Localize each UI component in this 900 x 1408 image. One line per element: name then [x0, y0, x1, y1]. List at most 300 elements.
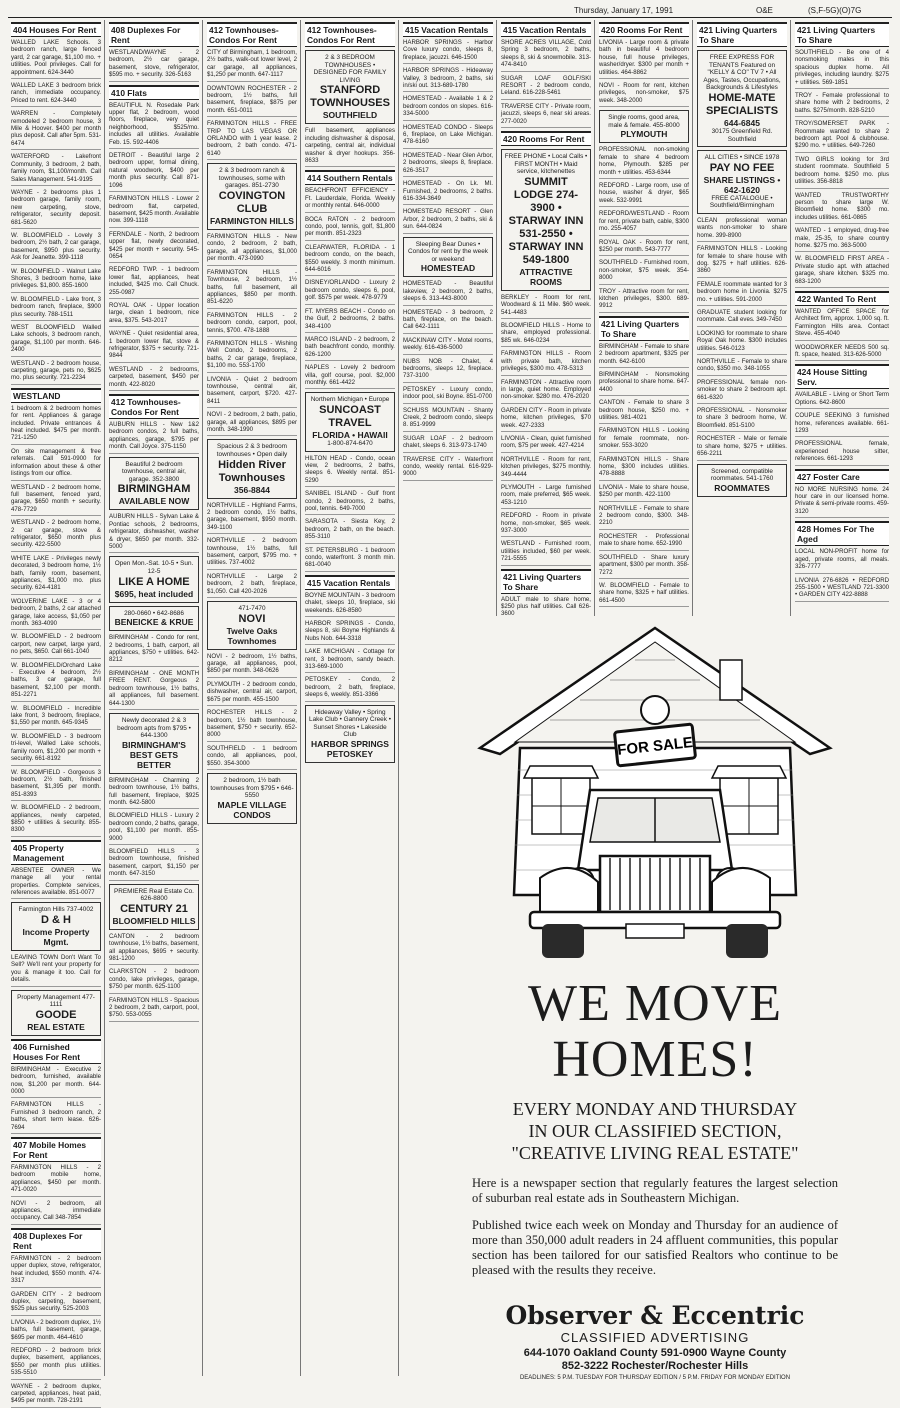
display-ad-big-text: D & H [41, 913, 71, 926]
classified-ad: W. BLOOMFIELD - Female to share home, $325 + half utilities. 661-4500 [599, 582, 689, 607]
masthead-edition: O&E [756, 6, 773, 15]
classified-ad: BIRMINGHAM - Executive 2 bedroom, furnished, available now, $1,200 per month. 644-0000 [11, 1066, 101, 1099]
display-ad [207, 439, 297, 498]
classified-ad: PLYMOUTH - 2 bedroom condo, dishwasher, central air, carport, $675 per month. 455-1500 [207, 681, 297, 706]
display-ad-sm-text: 2 bedroom, 1½ bath townhouses from $795 • 646-5550 [210, 776, 294, 800]
column-body [596, 22, 692, 607]
classified-ad: HILTON HEAD - Condo, ocean view, 2 bedrooms, 2 baths, sleeps 6. Weekly rental. 851-5290 [305, 455, 395, 488]
publisher-logo: Observer & Eccentric [505, 1301, 805, 1330]
classified-ad: HOMESTEAD - Near Glen Arbor, 2 bedrooms, sleeps 8, fireplace. 626-3517 [403, 152, 493, 177]
subheadline-line-3: "CREATIVE LIVING REAL ESTATE" [511, 1143, 799, 1163]
section-heading: 405 Property Management [11, 840, 101, 865]
classified-ad: WEST BLOOMFIELD Walled Lake schools, 3 bedroom ranch, garage, $1,100 per month. 646-2400 [11, 324, 101, 357]
classified-ad: BOCA RATON - 2 bedroom condo, pool, tennis, golf, $1,800 per month. 851-2323 [305, 216, 395, 241]
display-ad-sm-text: Single rooms, good area, male & female. 455-8000 [608, 114, 680, 129]
classified-ad: PROFESSIONAL female, experienced house sitter, references. 661-1293 [795, 440, 889, 465]
classified-ad: REDFORD TWP. - 1 bedroom lower flat, appliances, heat included, $425 mo. Call Chuck. 255-0987 [109, 266, 199, 299]
classified-ad: PROFESSIONAL - Nonsmoker to share 3 bedroom home, W. Bloomfield. 851-5100 [697, 407, 787, 432]
display-ad-big-text: GOODE [35, 1008, 77, 1021]
promo-paragraph-1: Here is a newspaper section that regularly features the largest selection of suburban real estate ads in Southeastern Michigan. [472, 1176, 838, 1205]
display-ad-med-text: AVAILABLE NOW [118, 496, 190, 507]
display-ad-sm-text: ALL CITIES • SINCE 1978 [704, 154, 780, 162]
classified-ad: FARMINGTON HILLS - New condo, 2 bedroom, 2 bath, garage, all appliances, $1,000 per month. 473-0990 [207, 233, 297, 266]
classified-ad: SARASOTA - Siesta Key, 2 bedroom, 2 bath, on the beach. 855-3110 [305, 518, 395, 543]
classified-ad: DISNEY/ORLANDO - Luxury 2 bedroom condo, sleeps 6, pool, golf. $575 per week. 478-9779 [305, 279, 395, 304]
we-move-homes-ad [420, 620, 890, 1380]
classified-column [400, 20, 497, 616]
display-ad-big-text: HOME-MATE SPECIALISTS [705, 91, 779, 117]
classified-ad: BERKLEY - Room for rent, Woodward & 11 Mile. $60 week. 541-4483 [501, 294, 591, 319]
classified-ad: TRAVERSE CITY - Private room, jacuzzi, sleeps 6, near ski areas. 277-0020 [501, 103, 591, 128]
deadline-note: DEADLINES: 5 P.M. TUESDAY FOR THURSDAY EDITION / 5 P.M. FRIDAY FOR MONDAY EDITION [519, 1375, 791, 1381]
display-ad [599, 110, 689, 143]
display-ad-med-text: MAPLE VILLAGE CONDOS [217, 799, 287, 820]
section-heading: 427 Foster Care [795, 469, 889, 484]
section-heading: 404 Houses For Rent [11, 22, 101, 37]
classified-ad: LIVONIA - 2 bedroom duplex, 1½ baths, full basement, garage, $695 per month. 464-4610 [11, 1319, 101, 1344]
classified-ad: CANTON - Female to share 3 bedroom house, $250 mo. + utilities. 981-4021 [599, 399, 689, 424]
classified-ad: BIRMINGHAM - ONE MONTH FREE RENT. Gorgeous 2 bedroom townhouse, 1½ baths, all appliances, full basement. 644-1300 [109, 670, 199, 710]
classified-ad: SOUTHFIELD - Share luxury apartment, $300 per month. 358-7272 [599, 554, 689, 579]
display-ad-big-text: SUNCOAST TRAVEL [319, 403, 381, 429]
classified-ad: W. BLOOMFIELD - Lovely 3 bedroom, 2½ bath, 2 car garage, basement, $950 plus security. Ask for Jeanette. 399-1118 [11, 232, 101, 265]
classified-ad: NOVI - Room for rent, kitchen privileges, non-smoker, $75 week. 348-2000 [599, 82, 689, 107]
display-ad [403, 237, 493, 278]
classified-ad: BLOOMFIELD HILLS - Luxury 2 bedroom condo, 2 baths, garage, pool, $1,100 per month. 855-9000 [109, 812, 199, 845]
classified-ad: LIVONIA - Male to share house, $250 per month. 422-1100 [599, 484, 689, 502]
classified-ad: BOYNE MOUNTAIN - 3 bedroom chalet, sleeps 10, fireplace, ski weekends. 626-8580 [305, 592, 395, 617]
display-ad-med-text: FLORIDA • HAWAII [312, 429, 388, 440]
display-ad [11, 990, 101, 1036]
classified-ad: WESTLAND - Furnished room, utilities included, $60 per week. 721-5555 [501, 540, 591, 565]
display-ad-med-text: REAL ESTATE [27, 1021, 85, 1032]
classified-ad: PLYMOUTH - Large furnished room, male preferred, $65 week. 453-1210 [501, 484, 591, 509]
classified-ad: PROFESSIONAL female non-smoker to share 2 bedroom apt. 661-6320 [697, 379, 787, 404]
classified-ad: FARMINGTON HILLS - Spacious 2 bedroom, 2 bath, carport, pool, $750. 553-0055 [109, 997, 199, 1022]
classified-ad: NORTHVILLE - Room for rent, kitchen privileges, $275 monthly. 349-4444 [501, 456, 591, 481]
classified-ad: WAYNE - Quiet residential area, 1 bedroom lower flat, stove & refrigerator, $375 + security. 721-9844 [109, 330, 199, 363]
classified-ad: FEMALE roommate wanted for 3 bedroom home in Livonia. $275 mo. + utilities. 591-2000 [697, 281, 787, 306]
section-heading: 415 Vacation Rentals [305, 575, 395, 590]
display-ad-big-text: NOVI [238, 612, 266, 625]
display-ad [697, 464, 787, 497]
section-heading: 412 Townhouses-Condos For Rent [207, 22, 297, 47]
section-heading: 421 Living Quarters To Share [795, 22, 889, 47]
classified-ad: LIVONIA 276-6826 • REDFORD 255-1500 • WESTLAND 721-3300 • GARDEN CITY 422-8888 [795, 577, 889, 602]
section-heading: 406 Furnished Houses For Rent [11, 1039, 101, 1064]
classified-ad: MARCO ISLAND - 2 bedroom, 2 bath beachfront condo, monthly. 626-1200 [305, 336, 395, 361]
display-ad-sm-text: 2 & 3 BEDROOM TOWNHOUSES • DESIGNED FOR FAMILY LIVING [313, 54, 387, 84]
classified-ad: PETOSKEY - Luxury condo, indoor pool, ski Boyne. 851-0700 [403, 386, 493, 404]
classified-ad: LOCAL NON-PROFIT home for aged, private rooms, all meals. 326-7777 [795, 548, 889, 573]
classified-ad: SUGAR LOAF GOLF/SKI RESORT - 2 bedroom condo, Leland. 616-228-5461 [501, 75, 591, 100]
classified-ad: FARMINGTON HILLS - Furnished 3 bedroom ranch, 2 baths, short term lease. 626-7694 [11, 1101, 101, 1134]
display-ad-sm-text: Sleeping Bear Dunes • Condos for rent by the week or weekend [408, 240, 488, 263]
classified-ad: CLARKSTON - 2 bedroom condo, lake privileges, garage, $750 per month. 625-1100 [109, 968, 199, 993]
display-ad-big-text: SUMMIT LODGE 274-3900 • STARWAY INN 531-2550 • STARWAY INN 549-1800 [508, 175, 584, 266]
masthead-code: (S,F-5G)(O)7G [808, 6, 862, 15]
classified-ad: BLOOMFIELD HILLS - 3 bedroom townhouse, finished basement, carport, $1,150 per month. 647-3150 [109, 848, 199, 881]
classified-ad: ST. PETERSBURG - 1 bedroom condo, waterfront. 3 month min. 681-0040 [305, 547, 395, 572]
classified-ad: NORTHVILLE - 2 bedroom townhouse, 1½ baths, full basement, carport, $795 mo. + utilities. 737-4002 [207, 537, 297, 570]
classified-ad: LIVONIA - Large room & private bath in beautiful 4 bedroom house, full house privileges, washer/dryer. $300 per month + utilities. 464-8862 [599, 39, 689, 79]
promo-subheadline [420, 1098, 890, 1164]
classified-ad: TWO GIRLS looking for 3rd student roommate. Southfield 5 bedroom home. $250 mo. plus utilities. 356-8818 [795, 156, 889, 189]
classified-ad: WOLVERINE LAKE - 3 or 4 bedroom, 2 baths, 2 car attached garage, lake access, $1,050 per month. 363-4090 [11, 598, 101, 631]
classified-ad: SCHUSS MOUNTAIN - Shanty Creek, 2 bedroom condo, sleeps 8. 851-9999 [403, 407, 493, 432]
classified-ad: W. BLOOMFIELD FIRST AREA - Private studio apt. with attached garage, share kitchen. $325 mo. 683-1200 [795, 255, 889, 288]
display-ad-sm-text: Property Management 477-1111 [17, 993, 95, 1009]
classified-column [498, 20, 595, 616]
classified-ad: NUBS NOB - Chalet, 4 bedrooms, sleeps 12, fireplace. 737-3100 [403, 358, 493, 383]
classified-ad: AVAILABLE - Living or Short Term Options. 642-8600 [795, 391, 889, 409]
classified-ad: BIRMINGHAM - Nonsmoking professional to share home. 647-4400 [599, 371, 689, 396]
display-ad-med-text: Twelve Oaks Townhomes [226, 625, 278, 646]
classified-ad: On site management & free referrals. Call 591-0900 for information about these & other listings from our office. [11, 448, 101, 481]
classified-ad: FT. MYERS BEACH - Condo on the Gulf, 2 bedrooms, 2 baths. 348-4100 [305, 308, 395, 333]
section-heading: 421 Living Quarters To Share [501, 569, 591, 594]
classified-ad: W. BLOOMFIELD - 3 bedroom tri-level, Walled Lake schools, family room, $1,200 per month + security. 661-8192 [11, 733, 101, 766]
display-ad [11, 902, 101, 951]
display-ad-med-text: ROOMMATES [714, 482, 770, 493]
classified-ad: BIRMINGHAM - Charming 2 bedroom townhouse, 1½ baths, full basement, fireplace, $925 month. 642-5800 [109, 777, 199, 810]
classified-ad: HOMESTEAD - Available 1 & 2 bedroom condos on slopes. 616-334-5000 [403, 95, 493, 120]
display-ad [207, 773, 297, 824]
display-ad-big-text: CENTURY 21 [120, 902, 188, 915]
classified-ad: SOUTHFIELD - Furnished room, non-smoker, $75 week. 354-8000 [599, 259, 689, 284]
classified-ad: DOWNTOWN ROCHESTER - 2 bedroom, 1½ baths, full basement, fireplace, $875 per month. 651-0011 [207, 85, 297, 118]
promo-headline [420, 976, 890, 1088]
classified-ad: LOOKING for roommate to share Royal Oak home. $300 includes utilities. 546-0123 [697, 330, 787, 355]
classified-ad: SANIBEL ISLAND - Gulf front condo, 2 bedrooms, 2 baths, pool, tennis. 649-7000 [305, 490, 395, 515]
classified-ad: TRAVERSE CITY - Waterfront condo, weekly rental. 616-929-9000 [403, 456, 493, 481]
column-body [8, 22, 104, 1408]
display-ad-med-text: HOMESTEAD [420, 263, 476, 274]
display-ad [305, 50, 395, 124]
display-ad [207, 601, 297, 650]
classified-ad: WANTED TRUSTWORTHY person to share large W. Bloomfield home. $300 mo. includes utilities. 661-0865 [795, 192, 889, 225]
column-body [694, 22, 790, 497]
section-heading: 415 Vacation Rentals [403, 22, 493, 37]
classified-ad: ROCHESTER - Professional male to share home. 652-1990 [599, 533, 689, 551]
display-ad-big-text: Hidden River Townhouses [218, 458, 286, 484]
display-ad-sm-text: FREE EXPRESS FOR TENANTS Featured on "KELLY & CO" TV 7 • All Ages, Tastes, Occupations, Backgrounds & Lifestyles [703, 54, 781, 92]
classified-ad: LIVONIA - Clean, quiet furnished room, $75 per week. 427-4214 [501, 435, 591, 453]
classified-ad: COUPLE SEEKING 3 furnished home, references available. 661-1293 [795, 412, 889, 437]
classified-ad: GARDEN CITY - 2 bedroom duplex, carpeting, basement, $525 plus security. 525-2003 [11, 1291, 101, 1316]
section-heading: 424 House Sitting Serv. [795, 364, 889, 389]
classified-ad: FARMINGTON HILLS - 2 bedroom mobile home, appliances, $450 per month. 471-0020 [11, 1164, 101, 1197]
display-ad [697, 150, 787, 214]
classified-ad: WESTLAND - 2 bedroom house, carpeting, garage, pets no, $625 mo. plus security. 721-2234 [11, 360, 101, 385]
classified-ad: ADULT male to share home, $250 plus half utilities. Call 626-3600 [501, 596, 591, 621]
classified-ad: HARBOR SPRINGS - Hideaway Valley, 3 bedroom, 2 baths, ski in/ski out. 313-689-1780 [403, 67, 493, 92]
display-ad [305, 705, 395, 763]
section-heading: 420 Rooms For Rent [501, 131, 591, 146]
classified-ad: BEACHFRONT EFFICIENCY - Ft. Lauderdale, Florida. Weekly or monthly rental. 646-0000 [305, 187, 395, 212]
classified-ad: W. BLOOMFIELD - Walnut Lake Shores, 3 bedroom home, lake privileges. $1,800. 855-1600 [11, 268, 101, 293]
classified-ad: NORTHVILLE - Female to share 2 bedroom condo, $300. 348-2210 [599, 505, 689, 530]
classified-ad: LAKE MICHIGAN - Cottage for rent, 3 bedroom, sandy beach. 313-669-1000 [305, 648, 395, 673]
classified-ad: WAYNE - 2 bedroom duplex, carpeted, appliances, heat paid, $495 per month. 728-2191 [11, 1383, 101, 1408]
classified-ad: FARMINGTON HILLS - 2 bedroom condo, carport, pool, tennis, $700. 478-1888 [207, 312, 297, 337]
display-ad [697, 50, 787, 147]
classified-ad: FARMINGTON - 2 bedroom upper duplex, stove, refrigerator, heat included, $550 month. 474-3317 [11, 1255, 101, 1288]
classified-ad: FARMINGTON HILLS - Lower 2 bedroom flat, carpeted, basement, $425 month. Available now. 399-1118 [109, 195, 199, 228]
classified-column [106, 20, 203, 1376]
section-heading: 412 Townhouses-Condos For Rent [305, 22, 395, 47]
classified-ad: FARMINGTON HILLS - Room with private bath, kitchen privileges, $300 mo. 478-5313 [501, 350, 591, 375]
display-ad-big-text: BIRMINGHAM [117, 483, 191, 496]
newspaper-page [8, 4, 892, 1405]
display-ad [305, 392, 395, 451]
classified-column [596, 20, 693, 616]
display-ad-sm-text: Hideaway Valley • Spring Lake Club • Gannery Creek • Sunset Shores • Lakeside Club [309, 708, 391, 739]
display-ad-sm2-text: 30175 Greenfield Rd. Southfield [711, 127, 773, 143]
display-ad-med-text: BLOOMFIELD HILLS [112, 915, 196, 926]
house-truck-illustration [420, 620, 890, 970]
classified-ad: NORTHVILLE - Female to share condo, $350 mo. 348-1055 [697, 358, 787, 376]
classified-ad: FARMINGTON - Attractive room in large, quiet home. Employed non-smoker. $280 mo. 476-2020 [501, 379, 591, 404]
classified-ad: HARBOR SPRINGS - Harbor Cove luxury condo, sleeps 8, fireplace, jacuzzi. 646-1500 [403, 39, 493, 64]
display-ad [109, 457, 199, 511]
classified-ad: AUBURN HILLS - Sylvan Lake & Pontiac schools, 2 bedrooms, refrigerator, dishwasher, washer & dryer, $650 per month. 332-5000 [109, 513, 199, 553]
display-ad-sm-text: Open Mon.-Sat. 10-5 • Sun. 12-5 [114, 560, 194, 576]
phones-line-1: 644-1070 Oakland County 591-0900 Wayne County [523, 1347, 787, 1359]
display-ad [501, 149, 591, 291]
display-ad-sm2-text: 1-800-874-6470 [327, 439, 373, 447]
classified-ad: W. BLOOMFIELD - Gorgeous 3 bedroom, 2½ bath, finished basement, $1,395 per month. 851-8393 [11, 769, 101, 802]
classified-ad: NORTHVILLE - Large 2 bedroom, 2 bath, fireplace, $1,050. Call 420-2026 [207, 573, 297, 598]
classified-column [8, 20, 105, 1405]
classified-ad: WESTLAND/WAYNE - 2 bedroom, 2½ car garage, basement, stove, refrigerator, $595 mo. + security. 326-5163 [109, 49, 199, 82]
classified-ad: 1 bedroom & 2 bedroom homes for rent. Appliances & garage included. Private entrances & heat included. $475 per month. 721-1250 [11, 405, 101, 445]
classified-ad: REDFORD - Room in private home, non-smoker, $65 week. 937-3000 [501, 512, 591, 537]
subheadline-line-1: EVERY MONDAY AND THURSDAY [512, 1099, 798, 1119]
masthead [8, 4, 892, 18]
classified-ad: HOMESTEAD RESORT - Glen Arbor, 2 bedroom, 2 baths, ski & sun. 644-0824 [403, 208, 493, 233]
section-heading: 415 Vacation Rentals [501, 22, 591, 37]
display-ad-sm-text: 2 & 3 bedroom ranch & townhouses, some with garages. 851-2730 [218, 167, 286, 190]
classified-ad: FARMINGTON HILLS - Share home, $300 includes utilities. 478-8888 [599, 456, 689, 481]
classified-ad: NOVI - 2 bedroom, all appliances, immediate occupancy. Call 348-7854 [11, 1200, 101, 1225]
display-ad-big-text: STANFORD TOWNHOUSES [310, 84, 390, 110]
column-body [792, 22, 892, 602]
classified-ad: W. BLOOMFIELD - Lake front, 3 bedroom ranch, fireplace, $900 plus security. 788-1511 [11, 296, 101, 321]
classified-ad: HOMESTEAD - 3 bedroom, 2 bath, fireplace, on the beach. Call 642-1111 [403, 309, 493, 334]
classified-ad: HARBOR SPRINGS - Condo, sleeps 8, ski Boyne Highlands & Nubs Nob. 644-3318 [305, 620, 395, 645]
display-ad-big-text: LIKE A HOME [118, 575, 190, 588]
classified-ad: SOUTHFIELD - 1 bedroom condo, all appliances, pool, $550. 354-3000 [207, 745, 297, 770]
section-heading: 421 Living Quarters To Share [599, 316, 689, 341]
classified-ad: WAYNE - 2 bedrooms plus 1 bedroom garage, family room, new carpeting, stove, refrigerator, security deposit. 681-5620 [11, 189, 101, 229]
classified-ad: PETOSKEY - Condo, 2 bedroom, 2 bath, fireplace, sleeps 6, weekly. 851-3366 [305, 676, 395, 701]
section-heading: 410 Flats [109, 85, 199, 100]
classified-ad: REDFORD - 2 bedroom brick duplex, basement, appliances, $550 per month plus utilities. 535-5510 [11, 1347, 101, 1380]
section-heading: 422 Wanted To Rent [795, 291, 889, 306]
subheadline-line-2: IN OUR CLASSIFIED SECTION, [528, 1121, 782, 1141]
classified-ad: SHORE ACRES VILLAGE, Cold Spring 3 bedroom, 2 baths, sleeps 8, ski & snowmobile. 313-474-8410 [501, 39, 591, 72]
classified-ad: TROY - Attractive room for rent, kitchen privileges, $300. 689-9912 [599, 288, 689, 313]
classified-ad: FERNDALE - North, 2 bedroom upper flat, newly decorated, $425 per month + security. 545-0654 [109, 231, 199, 264]
classified-ad: WESTLAND - 2 bedrooms, carpeted, basement, $450 per month. 422-8020 [109, 366, 199, 391]
classified-ad: ROYAL OAK - Upper location large, clean 1 bedroom, nice area, $375. 543-2017 [109, 302, 199, 327]
classified-ad: CLEARWATER, FLORIDA - 1 bedroom condo, on the beach, $550 weekly. 3 month minimum. 644-6016 [305, 244, 395, 277]
display-ad-med-text: HARBOR SPRINGS PETOSKEY [311, 739, 389, 760]
classified-ad: FARMINGTON HILLS - Wishing Well Condo, 2 bedrooms, 2 baths, 2 car garage, fireplace, $1,100 mo. 553-1700 [207, 340, 297, 373]
column-body [106, 22, 202, 1022]
masthead-date: Thursday, January 17, 1991 [574, 6, 674, 15]
classified-ad: ABSENTEE OWNER - We manage all your rental properties. Complete services, references available. 851-0077 [11, 867, 101, 900]
classified-ad: WESTLAND - 2 bedroom home, full basement, fenced yard, garage, $650 month + security. 478-7729 [11, 484, 101, 517]
section-heading: 408 Duplexes For Rent [109, 22, 199, 47]
display-ad-med-text: BENEICKE & KRUE [114, 617, 194, 628]
classified-ad: TROY - Female professional to share home with 2 bedrooms, 2 baths. $275/month. 828-5210 [795, 92, 889, 117]
display-ad-sm-text: Spacious 2 & 3 bedroom townhouses • Open daily [216, 443, 288, 458]
classified-ad: WALLED LAKE 3 bedroom brick ranch, immediate occupancy. Priced to rent. 624-3440 [11, 82, 101, 107]
classified-column [204, 20, 301, 1376]
classified-ad: WANTED OFFICE SPACE for Architect firm, approx. 1,000 sq. ft. Farmington Hills area. Contact Steve. 455-4040 [795, 308, 889, 341]
classified-ad: NO MORE NURSING home. 24 hour care in our licensed home. Private & semi-private rooms. 459-3120 [795, 486, 889, 519]
classified-ad: HOMESTEAD - On Lk. MI. Furnished, 2 bedrooms, 2 baths. 616-334-3649 [403, 180, 493, 205]
display-ad-med-text: ATTRACTIVE ROOMS [519, 266, 573, 287]
classified-ad: BIRMINGHAM - Female to share 2 bedroom apartment, $325 per month. 642-6100 [599, 343, 689, 368]
classified-ad: MACKINAW CITY - Motel rooms, weekly. 616-436-5000 [403, 337, 493, 355]
classified-ad: ROYAL OAK - Room for rent, $250 per month. 543-7777 [599, 239, 689, 257]
classified-ad: REDFORD/WESTLAND - Room for rent, private bath, cable, $300 mo. 255-4057 [599, 210, 689, 235]
display-ad [109, 713, 199, 774]
column-body [302, 22, 398, 763]
classified-ad: HOMESTEAD CONDO - Sleeps 6, fireplace, on Lake Michigan. 478-6160 [403, 124, 493, 149]
display-ad-sm-text: 471-7470 [238, 605, 266, 613]
classified-ad: WATERFORD - Lakefront Community, 3 bedroom, 2 bath, family room, $1,100/month. Call Sales Management. 541-9195 [11, 153, 101, 186]
phones-line-2: 852-3222 Rochester/Rochester Hills [561, 1360, 749, 1372]
classified-ad: WOODWORKER NEEDS 500 sq. ft. space, heated. 313-626-5000 [795, 344, 889, 362]
classified-ad: FARMINGTON HILLS - Looking for female to share house with dog. $275 + half utilities. 626-3860 [697, 245, 787, 278]
classified-ad: W. BLOOMFIELD - 2 bedroom, appliances, newly carpeted, $850 + utilities & security. 855-8300 [11, 804, 101, 837]
classified-ad: ROCHESTER HILLS - 2 bedroom, 1½ bath townhouse, basement, $750 + security. 652-8000 [207, 709, 297, 742]
classified-ad: NOVI - 2 bedroom, 1½ baths, garage, all appliances, pool, $850 per month. 348-0626 [207, 653, 297, 678]
classified-column [792, 20, 892, 616]
display-ad-med-text: PLYMOUTH [620, 129, 668, 140]
classified-column [302, 20, 399, 1376]
classified-ad: AUBURN HILLS - New 1&2 bedroom condos, 2 full baths, appliances, garage, $795 per month. Call Joyce. 375-1150 [109, 421, 199, 454]
classified-ad: BLOOMFIELD HILLS - Home to share, employed professional. $85 wk. 646-0234 [501, 322, 591, 347]
section-heading: WESTLAND [11, 388, 101, 403]
section-heading: 421 Living Quarters To Share [697, 22, 787, 47]
promo-body [472, 1176, 838, 1290]
display-ad-sm-text: Beautiful 2 bedroom townhouse, central air, garage. 352-3800 [122, 460, 186, 483]
classified-ad: NOVI - 2 bedroom, 2 bath, patio, garage, all appliances, $895 per month. 348-1990 [207, 411, 297, 436]
display-ad-sm-text: Screened, compatible roommates. 541-1760 [710, 467, 774, 483]
display-ad-med-text: 356-8844 [234, 484, 270, 495]
display-ad [109, 556, 199, 602]
classified-ad: HOMESTEAD - Beautiful lakeview, 2 bedroom, 2 baths, sleeps 6. 313-443-8000 [403, 280, 493, 305]
classified-ad: FARMINGTON HILLS - FREE TRIP TO LAS VEGAS OR ORLANDO with 1 year lease. 2 bedroom, 2 bath condo. 471-6140 [207, 120, 297, 160]
headline-line-2: HOMES! [552, 1031, 758, 1088]
display-ad [109, 884, 199, 930]
classified-ad: WESTLAND - 2 bedroom home, 2 car garage, stove & refrigerator, $650 month plus security. 422-5500 [11, 519, 101, 552]
display-ad-sm-text: FREE PHONE • Local Calls • FIRST MONTH • Maid service, kitchenettes [504, 153, 588, 176]
masthead-rule [8, 17, 892, 18]
display-ad-sm-text: 280-0660 • 642-8686 [124, 609, 184, 617]
display-ad-med-text: 644-6845 [724, 117, 760, 128]
display-ad-med-text: SOUTHFIELD [322, 110, 378, 121]
classified-ad: TROY/SOMERSET PARK - Roommate wanted to share 2 bedroom apt. Pool & clubhouse. $290 mo. + utilities. 649-7260 [795, 120, 889, 153]
section-heading: 412 Townhouses-Condos For Rent [109, 394, 199, 419]
classified-ad: CANTON - 2 bedroom townhouse, 1½ baths, basement, all appliances, $695 + security. 981-1200 [109, 933, 199, 966]
classified-ad: FARMINGTON HILLS - Looking for female roommate, non-smoker. 553-3020 [599, 427, 689, 452]
classified-ad: NORTHVILLE - Highland Farms, 2 bedroom condo, 1½ baths, garage, basement, $950 month. 349-1100 [207, 502, 297, 535]
classified-ad: SUGAR LOAF - 2 bedroom chalet, sleeps 6. 313-973-1740 [403, 435, 493, 453]
classified-ad: BEAUTIFUL N. Rosedale Park upper flat, 2 bedroom, wood floors, fireplace, very quiet neighborhood, $525/mo. includes all utilities. Available Feb. 15. 592-4406 [109, 102, 199, 149]
classified-ad: WHITE LAKE - Privileges newly decorated, 3 bedroom home, 1½ bath, family room, basement, appliances, $1,000 mo. plus security. 624-4181 [11, 555, 101, 595]
display-ad-med-text: FARMINGTON HILLS [210, 216, 294, 227]
classified-ad: ROCHESTER - Male or female to share home, $275 + utilities. 656-2211 [697, 435, 787, 460]
display-ad [109, 606, 199, 632]
display-ad-big-text: COVINGTON CLUB [218, 190, 286, 216]
classified-ad: PROFESSIONAL non-smoking female to share 4 bedroom home, Plymouth. $285 per month + utilities. 453-6344 [599, 146, 689, 179]
classified-ad: CLEAN professional woman wants non-smoker to share home. 399-8900 [697, 217, 787, 242]
section-heading: 408 Duplexes For Rent [11, 1228, 101, 1253]
classified-ad: DETROIT - Beautiful large 2 bedroom upper, formal dining, natural woodwork, $400 per month plus security. Call 871-1096 [109, 152, 199, 192]
house-on-truck-icon [420, 620, 890, 970]
classified-ad: BIRMINGHAM - Condo for rent, 2 bedrooms, 1 bath, carport, all appliances, $750 + utilities. 642-8212 [109, 634, 199, 667]
column-body [400, 22, 496, 481]
display-ad-sm2-text: FREE CATALOGUE • Southfield/Birmingham [709, 194, 775, 210]
section-heading: 414 Southern Rentals [305, 170, 395, 185]
classified-ad: Full basement, appliances including dishwasher & disposal, carpeting, central air, individual washer & dryer hookups. 356-8633 [305, 127, 395, 167]
phone-numbers [420, 1347, 890, 1373]
display-ad-sm-text: Newly decorated 2 & 3 bedroom apts from $795 • 644-1300 [117, 716, 191, 740]
display-ad-med-text: $695, heat included [114, 588, 194, 599]
column-body [498, 22, 594, 621]
classified-ad: CITY of Birmingham, 1 bedroom, 2½ baths, walk-out lower level, 2 car garage, all appliances, $1,250 per month. 647-1117 [207, 49, 297, 82]
section-heading: 428 Homes For The Aged [795, 521, 889, 546]
display-ad-big-text: PAY NO FEE [709, 161, 775, 174]
classified-ad: LEAVING TOWN Don't Want To Sell? We'll rent your property for you & manage it too. Call for details. [11, 954, 101, 987]
display-ad-med-text: SHARE LISTINGS • 642-1620 [703, 174, 781, 195]
headline-line-1: WE MOVE [528, 975, 782, 1032]
section-heading: 420 Rooms For Rent [599, 22, 689, 37]
promo-paragraph-2: Published twice each week on Monday and Thursday for an audience of more than 350,000 adult readers in 24 affluent communities, this popular section has been tailored for our satisfied Realtors who continue to be pleased with the results they receive. [472, 1218, 838, 1277]
column-body [204, 22, 300, 824]
display-ad-sm-text: Northern Michigan • Europe [310, 396, 390, 404]
classified-ad: NAPLES - Lovely 2 bedroom villa, golf course, pool. $2,000 monthly. 661-4422 [305, 364, 395, 389]
classified-ad: LIVONIA - Quiet 2 bedroom townhouse, central air, basement, carport, $720. 427-8411 [207, 376, 297, 409]
display-ad-med-text: Income Property Mgmt. [22, 926, 90, 947]
classified-ad: REDFORD - Large room, use of house, washer & dryer, $65 week. 532-9991 [599, 182, 689, 207]
classified-ad: WALLED LAKE Schools. 3 bedroom ranch, large fenced yard, 2 car garage, $1,100 mo. + utilities. Pool privileges. Call for appointment. 624-3440 [11, 39, 101, 79]
classified-column [694, 20, 791, 616]
classified-ad: W. BLOOMFIELD - 2 bedroom carport, new carpet, large yard, no pets, $650. Call 661-1040 [11, 633, 101, 658]
display-ad [207, 163, 297, 230]
classified-ad: W. BLOOMFIELD/Orchard Lake - Executive 4 bedroom, 2½ baths, 3 car garage, full basement, $2,100 per month. 851-2271 [11, 662, 101, 702]
classified-ad: WARREN - Completely remodeled 2 bedroom house, 3 Mile & Hoover. $400 per month plus deposit. Call after 5pm. 531-6474 [11, 110, 101, 150]
display-ad-sm-text: PREMIERE Real Estate Co. 626-8800 [114, 887, 194, 903]
display-ad-sm-text: Farmington Hills 737-4002 [18, 906, 94, 914]
classified-ad: W. BLOOMFIELD - Incredible lake front, 3 bedroom, fireplace, $1,550 per month. 645-9345 [11, 705, 101, 730]
display-ad-med-text: BIRMINGHAM'S BEST GETS BETTER [122, 739, 186, 770]
section-heading: 407 Mobile Homes For Rent [11, 1137, 101, 1162]
classified-ad: GRADUATE student looking for roommate. Call eves. 349-7450 [697, 309, 787, 327]
classified-ad: SOUTHFIELD - Be one of 4 nonsmoking males in this spacious duplex home. All privileges, including laundry. $275 + utilities. 569-1851 [795, 49, 889, 89]
for-sale-sign-text: FOR SALE [616, 734, 694, 759]
classified-ad: GARDEN CITY - Room in private home, kitchen privileges, $70 week. 427-2333 [501, 407, 591, 432]
classified-ad: WANTED - 1 employed, drug-free male, 25-35, to share country home. $275 mo. 363-5000 [795, 227, 889, 252]
publisher-subtitle: CLASSIFIED ADVERTISING [560, 1330, 750, 1345]
classified-ad: FARMINGTON HILLS - Townhouse, 2 bedroom, 1½ baths, full basement, all appliances, $850 per month. 851-6220 [207, 269, 297, 309]
